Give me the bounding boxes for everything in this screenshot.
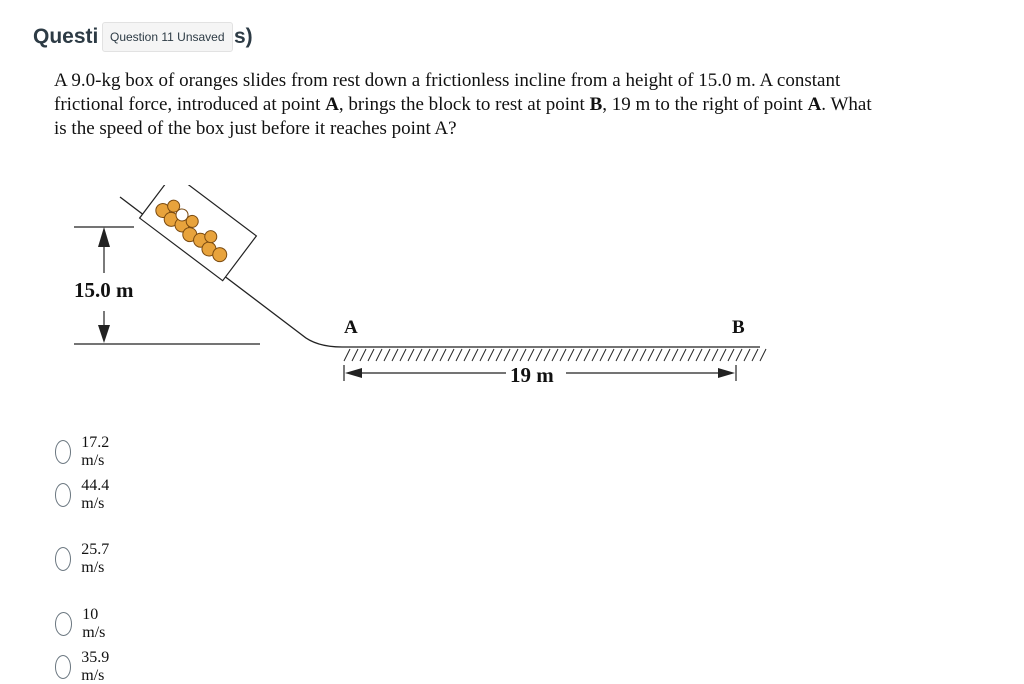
- answer-label[interactable]: 25.7 m/s: [81, 541, 110, 576]
- height-arrow-up-icon: [98, 227, 110, 247]
- answer-option[interactable]: [55, 434, 117, 469]
- point-a-label: A: [344, 317, 358, 338]
- question-text-part: A 9.0-kg box of oranges slides from rest down a frictionless incline from a height of 15.0 m. A constant frictional force, introduced at point: [54, 70, 841, 115]
- height-label: 15.0 m: [74, 278, 134, 302]
- answer-label[interactable]: 17.2 m/s: [81, 434, 110, 469]
- distance-label: 19 m: [510, 363, 554, 387]
- orange-box: [140, 185, 257, 281]
- question-text-part: , 19 m to the right of point: [602, 94, 808, 115]
- question-text: [54, 69, 874, 141]
- answer-label[interactable]: 35.9 m/s: [81, 649, 110, 684]
- unsaved-tooltip: Question 11 Unsaved: [102, 22, 233, 52]
- answer-option[interactable]: [55, 541, 117, 576]
- point-b-ref: B: [589, 94, 603, 115]
- question-title-end: s): [234, 25, 253, 48]
- distance-arrow-left-icon: [345, 368, 362, 378]
- answer-label[interactable]: 44.4 m/s: [81, 477, 110, 512]
- height-arrow-down-icon: [98, 325, 110, 343]
- question-text-part: . What is the speed of the box just before it reaches point A?: [54, 94, 872, 139]
- radio-button[interactable]: [55, 440, 71, 464]
- incline-diagram: [60, 185, 780, 400]
- answer-option[interactable]: [55, 649, 117, 684]
- answer-option[interactable]: [55, 477, 117, 512]
- answer-option[interactable]: [55, 606, 112, 641]
- answer-label[interactable]: 10 m/s: [82, 606, 106, 641]
- radio-button[interactable]: [55, 547, 71, 571]
- radio-button[interactable]: [55, 655, 71, 679]
- radio-button[interactable]: [55, 483, 71, 507]
- point-a-ref: A: [325, 94, 339, 115]
- floor-hatching: [344, 349, 766, 361]
- question-text-part: , brings the block to rest at point: [338, 94, 590, 115]
- point-b-label: B: [732, 317, 745, 338]
- distance-arrow-right-icon: [718, 368, 735, 378]
- point-a-ref: A: [807, 94, 822, 115]
- radio-button[interactable]: [55, 612, 72, 636]
- question-title-start: Questi: [33, 25, 99, 48]
